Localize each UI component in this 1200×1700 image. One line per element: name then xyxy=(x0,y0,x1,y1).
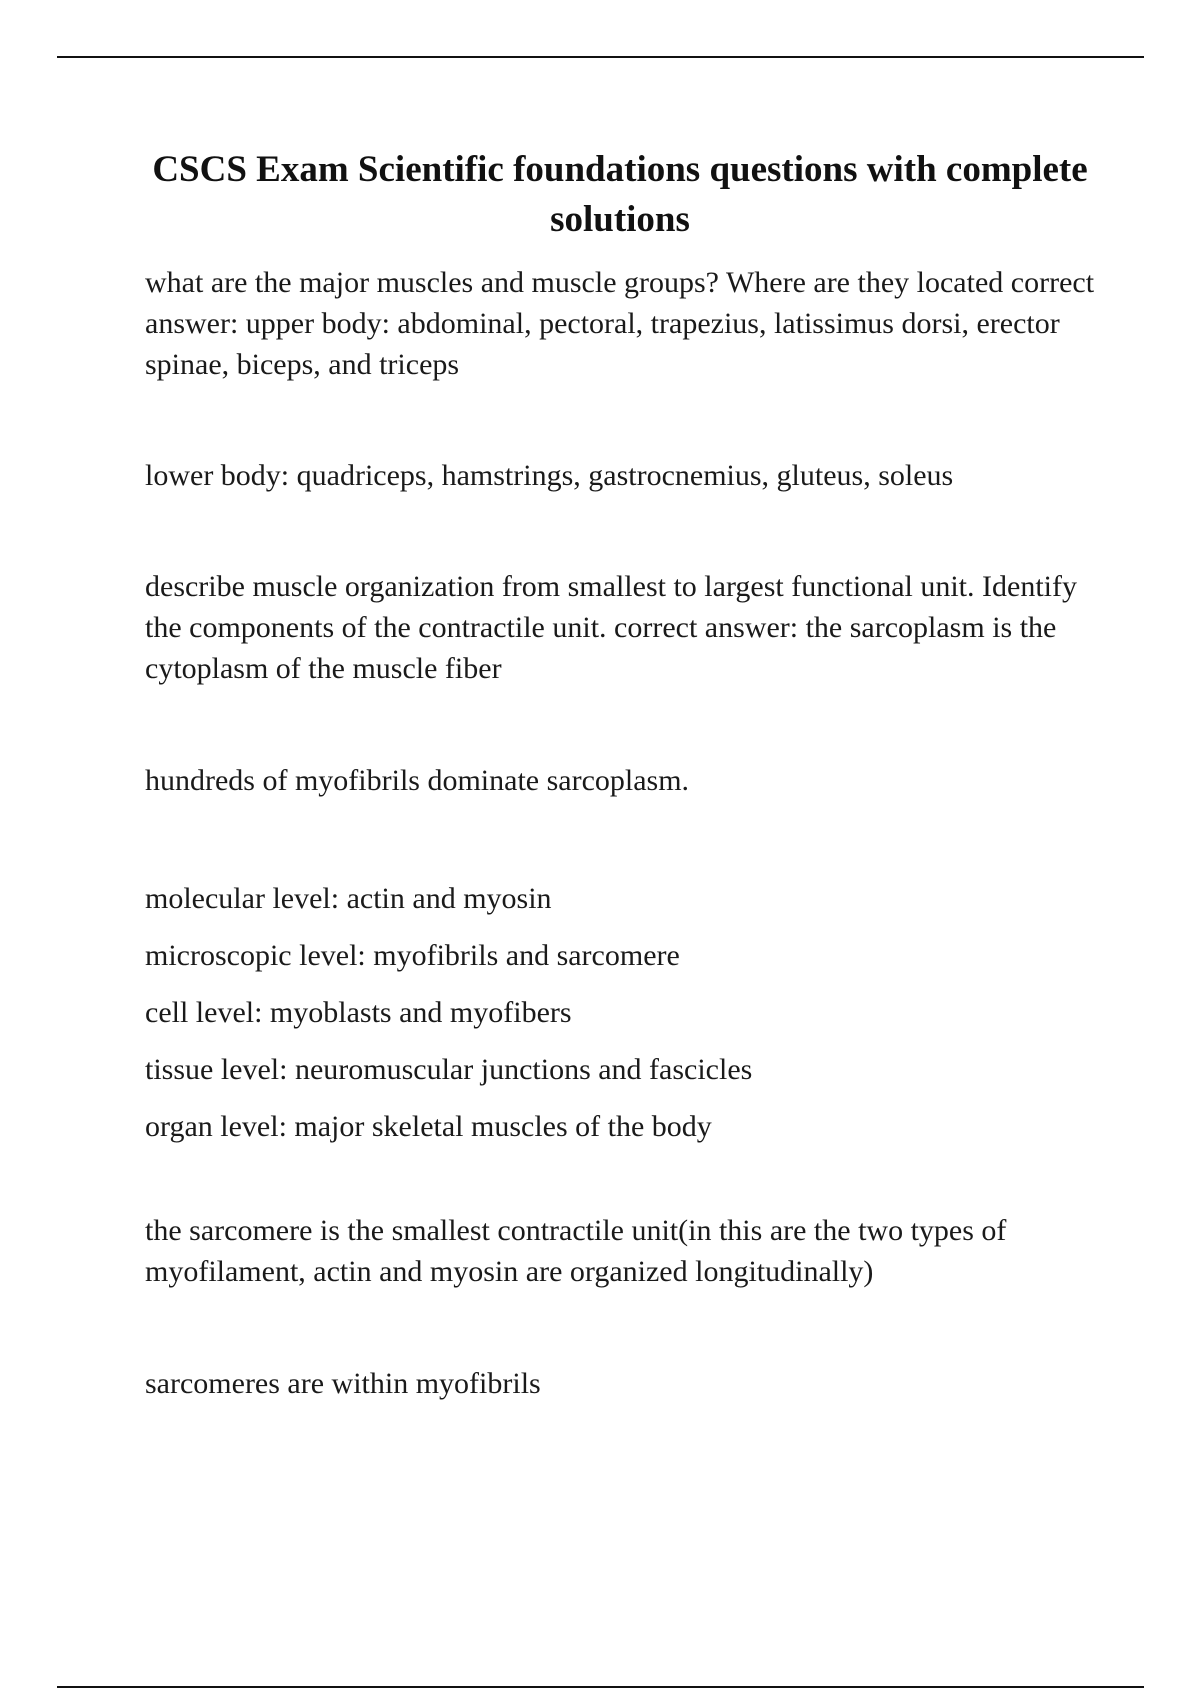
paragraph-muscle-groups: what are the major muscles and muscle groups? Where are they located correct answer: upper body: abdominal, pectoral, trapezius, latissimus dorsi, erector spinae, biceps, and triceps xyxy=(145,266,1095,381)
top-rule xyxy=(57,56,1144,58)
level-item-cell: cell level: myoblasts and myofibers xyxy=(145,996,572,1029)
paragraph-muscle-organization: describe muscle organization from smallest to largest functional unit. Identify the components of the contractile unit. correct answer: the sarcoplasm is the cytoplasm of the muscle fiber xyxy=(145,570,1077,685)
paragraph-sarcomeres-within: sarcomeres are within myofibrils xyxy=(145,1367,541,1400)
bottom-rule xyxy=(57,1686,1144,1688)
organization-levels-list xyxy=(145,870,1105,1155)
level-item-tissue: tissue level: neuromuscular junctions and fascicles xyxy=(145,1053,753,1086)
document-title: CSCS Exam Scientific foundations questions with complete solutions xyxy=(152,149,1088,240)
level-item-molecular: molecular level: actin and myosin xyxy=(145,882,552,915)
paragraph-lower-body: lower body: quadriceps, hamstrings, gastrocnemius, gluteus, soleus xyxy=(145,459,954,492)
level-item-organ: organ level: major skeletal muscles of the body xyxy=(145,1110,712,1143)
level-item-microscopic: microscopic level: myofibrils and sarcomere xyxy=(145,939,680,972)
paragraph-sarcomere: the sarcomere is the smallest contractile unit(in this are the two types of myofilament, actin and myosin are organized longitudinally) xyxy=(145,1214,1007,1288)
paragraph-myofibrils: hundreds of myofibrils dominate sarcoplasm. xyxy=(145,764,690,797)
